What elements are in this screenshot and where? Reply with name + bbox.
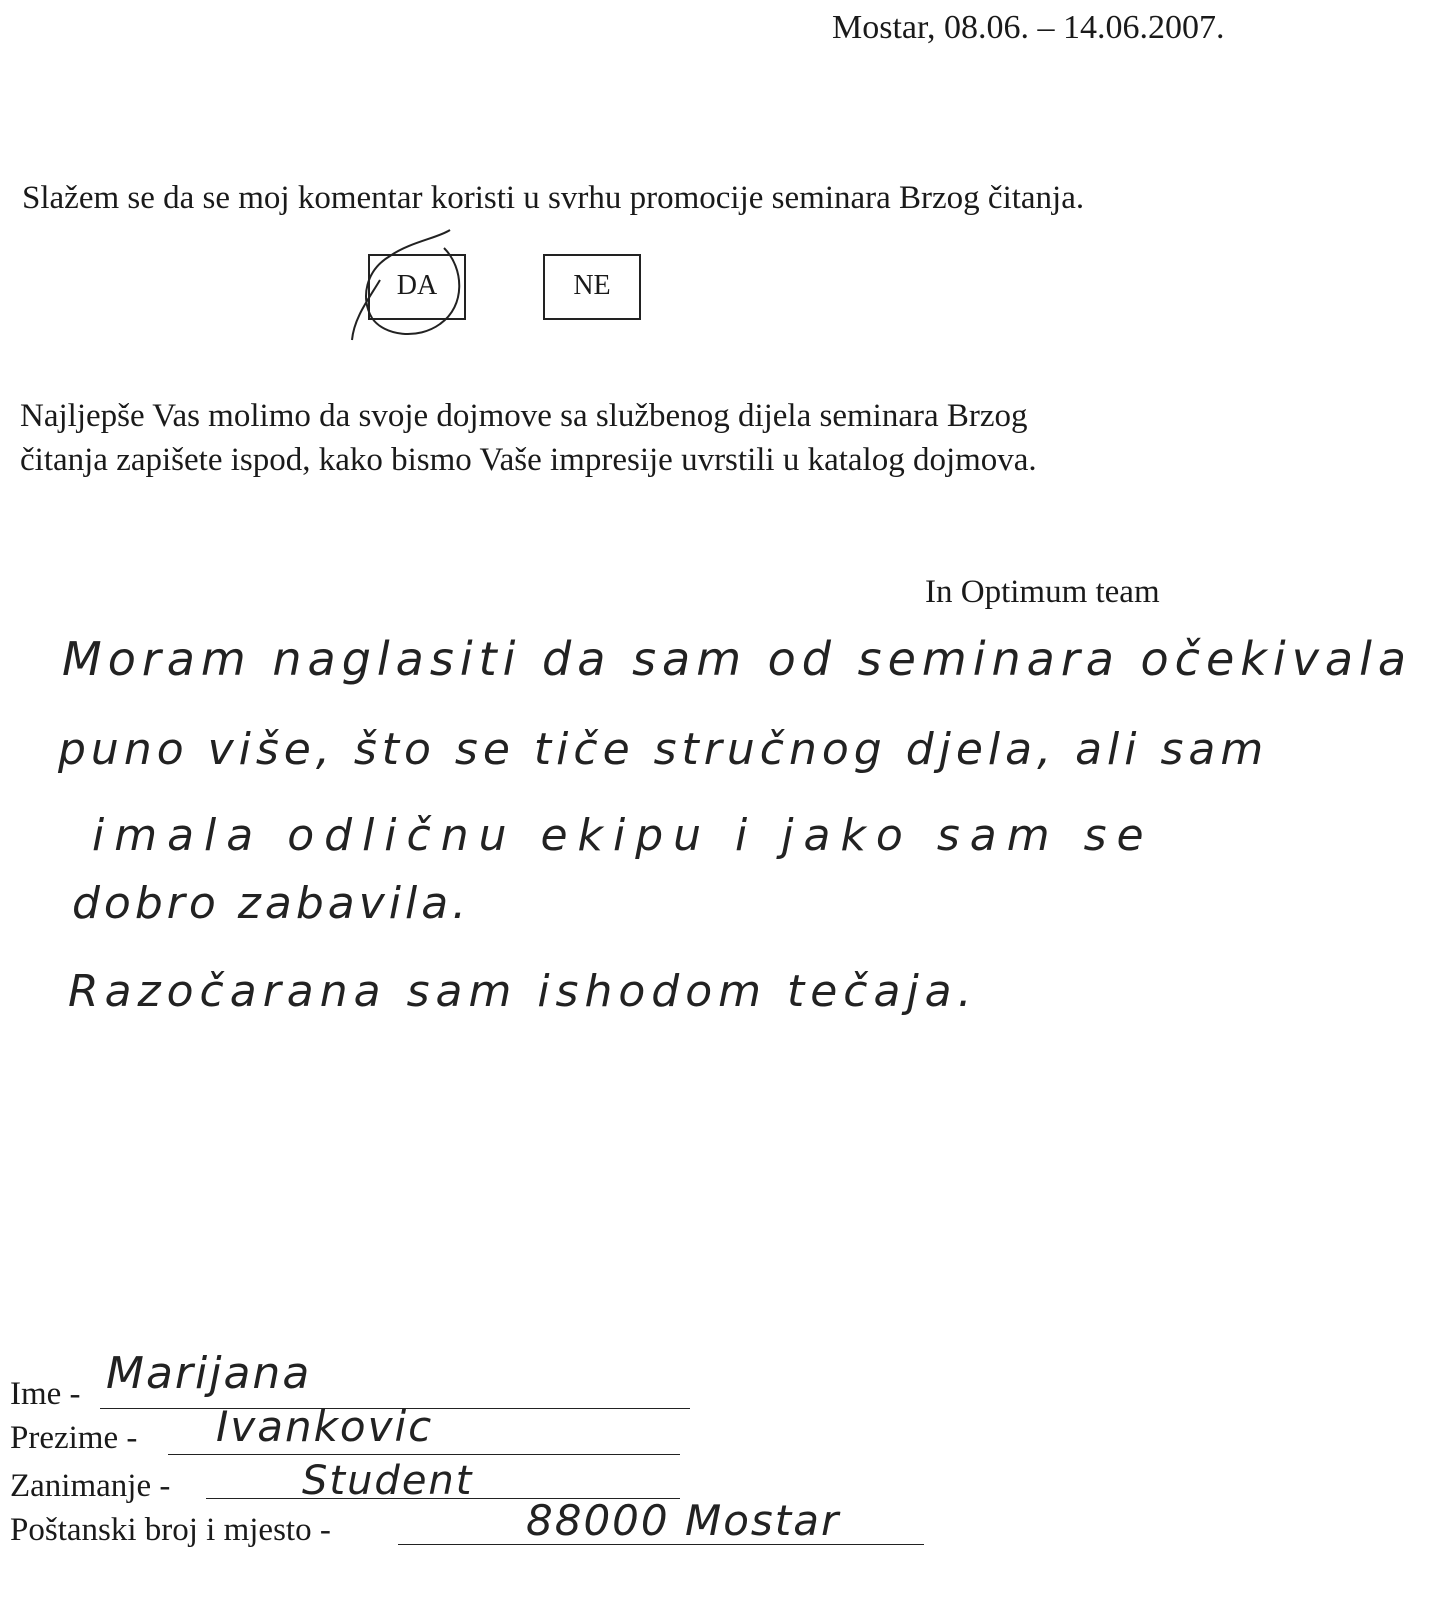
surname-label: Prezime -	[10, 1420, 138, 1456]
name-field-value: Marijana	[106, 1348, 312, 1399]
handwritten-comment-line-3: imala odličnu ekipu i jako sam se	[92, 810, 1154, 861]
request-line-1: Najljepše Vas molimo da svoje dojmove sa službenog dijela seminara Brzog	[20, 398, 1028, 434]
handwritten-comment-line-4: dobro zabavila.	[72, 878, 471, 929]
location-date: Mostar, 08.06. – 14.06.2007.	[832, 9, 1225, 46]
surname-field-value: Ivankovic	[216, 1402, 434, 1451]
occupation-label: Zanimanje -	[10, 1468, 171, 1504]
postal-label: Poštanski broj i mjesto -	[10, 1512, 331, 1548]
handwritten-comment-line-2: puno više, što se tiče stručnog djela, ali sam	[58, 724, 1269, 775]
handwritten-comment-line-1: Moram naglasiti da sam od seminara očekivala	[62, 632, 1413, 686]
occupation-field-value: Student	[302, 1458, 474, 1504]
consent-no-label: NE	[573, 270, 611, 301]
postal-field-value: 88000 Mostar	[526, 1496, 841, 1545]
handwritten-comment-line-5: Razočarana sam ishodom tečaja.	[68, 966, 978, 1017]
selection-circle-mark	[340, 218, 490, 348]
consent-statement: Slažem se da se moj komentar koristi u svrhu promocije seminara Brzog čitanja.	[22, 180, 1085, 216]
request-line-2: čitanja zapišete ispod, kako bismo Vaše impresije uvrstili u katalog dojmova.	[20, 442, 1037, 478]
consent-no-option[interactable]	[543, 254, 641, 320]
consent-yes-label: DA	[396, 270, 438, 301]
name-label: Ime -	[10, 1376, 81, 1412]
surname-field-line[interactable]	[168, 1454, 680, 1455]
team-signature: In Optimum team	[925, 574, 1160, 610]
